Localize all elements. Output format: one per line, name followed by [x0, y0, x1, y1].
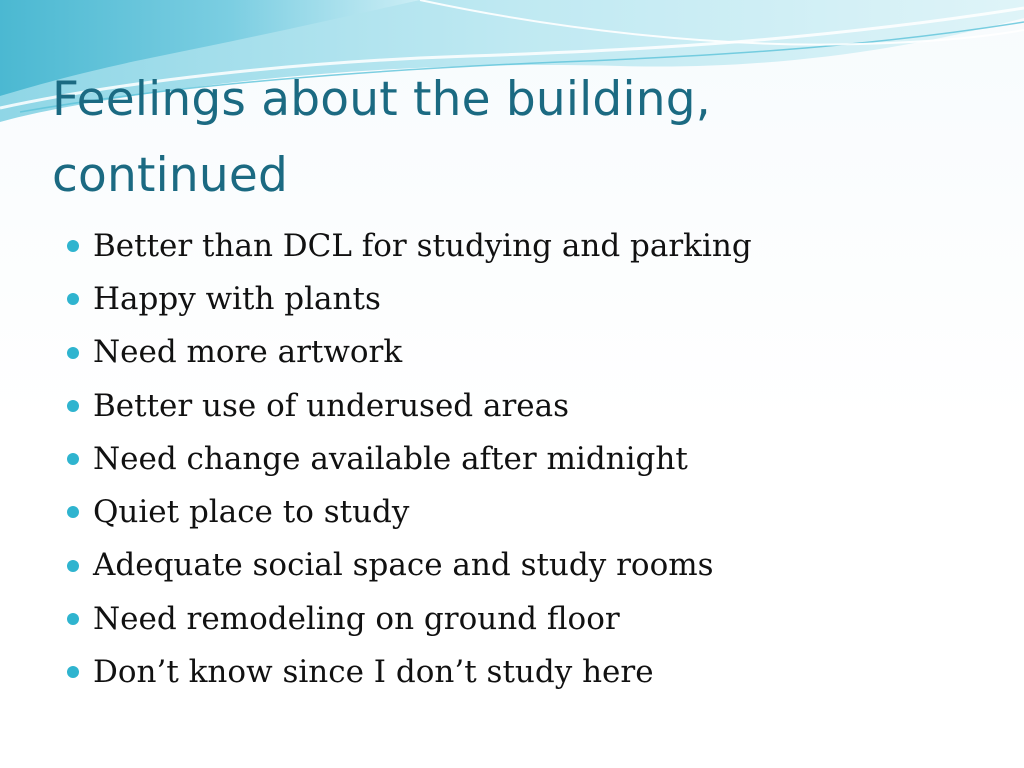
bullet-text: Better use of underused areas — [93, 387, 570, 424]
bullet-item — [62, 272, 992, 325]
bullet-text: Quiet place to study — [93, 494, 410, 531]
bullet-icon — [67, 240, 79, 252]
bullet-text: Need remodeling on ground floor — [93, 600, 620, 637]
bullet-item — [62, 326, 992, 379]
bullet-item — [62, 219, 992, 272]
bullet-icon — [67, 506, 79, 518]
bullet-icon — [67, 560, 79, 572]
bullet-item — [62, 485, 992, 538]
bullet-list — [62, 219, 992, 699]
bullet-icon — [67, 347, 79, 359]
bullet-text: Need change available after midnight — [93, 440, 688, 477]
bullet-item — [62, 592, 992, 645]
bullet-item — [62, 379, 992, 432]
bullet-text: Need more artwork — [93, 334, 403, 371]
bullet-icon — [67, 400, 79, 412]
bullet-text: Adequate social space and study rooms — [93, 547, 714, 584]
bullet-item — [62, 432, 992, 485]
bullet-icon — [67, 666, 79, 678]
bullet-icon — [67, 293, 79, 305]
slide-title: Feelings about the building, continued — [52, 72, 711, 203]
bullet-icon — [67, 453, 79, 465]
bullet-item — [62, 539, 992, 592]
bullet-text: Don’t know since I don’t study here — [93, 654, 654, 691]
bullet-text: Happy with plants — [93, 280, 381, 317]
bullet-icon — [67, 613, 79, 625]
bullet-text: Better than DCL for studying and parking — [93, 227, 752, 264]
bullet-item — [62, 645, 992, 698]
